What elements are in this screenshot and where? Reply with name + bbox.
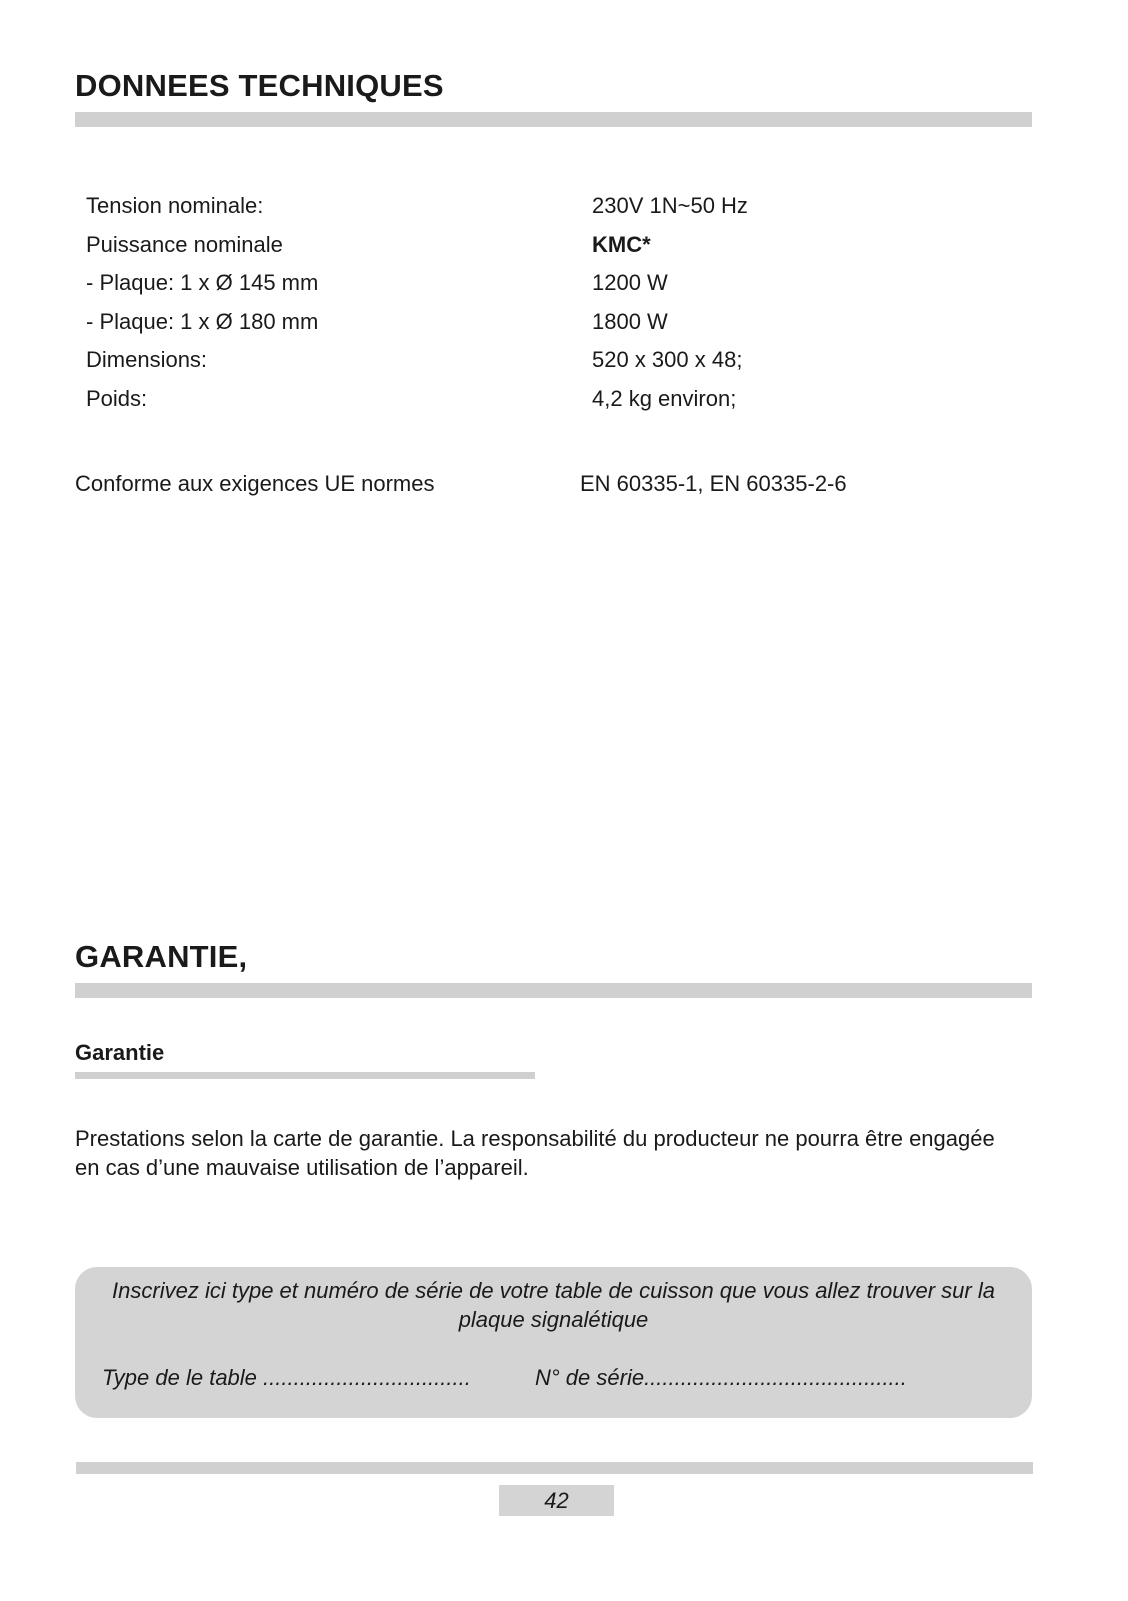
spec-label: Poids: xyxy=(86,385,148,411)
footer-divider xyxy=(76,1462,1033,1474)
conformity-label: Conforme aux exigences UE normes xyxy=(75,471,435,496)
spec-row xyxy=(86,303,986,342)
spec-row xyxy=(86,380,986,419)
conformity-value: EN 60335-1, EN 60335-2-6 xyxy=(580,471,847,496)
spec-value: 230V 1N~50 Hz xyxy=(592,193,748,219)
serial-number-box xyxy=(75,1267,1032,1418)
spec-value: KMC* xyxy=(592,231,651,257)
box-line: Inscrivez ici type et numéro de série de votre table de cuisson que vous allez trouver sur la xyxy=(112,1278,995,1303)
spec-value: 1200 W xyxy=(592,270,668,296)
section-divider xyxy=(75,983,1032,998)
page-number: 42 xyxy=(499,1485,614,1516)
spec-row xyxy=(86,264,986,303)
warranty-paragraph xyxy=(75,1124,1045,1182)
serial-number-field[interactable]: N° de série........................................... xyxy=(535,1365,907,1390)
spec-label: Dimensions: xyxy=(86,347,208,373)
spec-label: Tension nominale: xyxy=(86,193,264,219)
spec-label: - Plaque: 1 x Ø 180 mm xyxy=(86,308,319,334)
spec-value: 1800 W xyxy=(592,308,668,334)
box-instructions xyxy=(75,1276,1032,1334)
section-title-warranty: GARANTIE, xyxy=(75,939,248,974)
spec-table xyxy=(86,187,986,418)
spec-row xyxy=(86,226,986,265)
spec-label: Puissance nominale xyxy=(86,231,283,257)
section-title-technical-data: DONNEES TECHNIQUES xyxy=(75,68,444,103)
spec-label: - Plaque: 1 x Ø 145 mm xyxy=(86,270,319,296)
subsection-title: Garantie xyxy=(75,1040,165,1065)
paragraph-line: en cas d’une mauvaise utilisation de l’appareil. xyxy=(75,1155,529,1180)
spec-value: 520 x 300 x 48; xyxy=(592,347,743,373)
paragraph-line: Prestations selon la carte de garantie. La responsabilité du producteur ne pourra être engagée xyxy=(75,1126,995,1151)
subsection-divider xyxy=(75,1072,535,1079)
spec-row xyxy=(86,341,986,380)
box-line: plaque signalétique xyxy=(458,1307,649,1332)
section-divider xyxy=(75,112,1032,127)
type-field[interactable]: Type de le table .................................. xyxy=(102,1365,471,1390)
spec-row xyxy=(86,187,986,226)
spec-value: 4,2 kg environ; xyxy=(592,385,737,411)
